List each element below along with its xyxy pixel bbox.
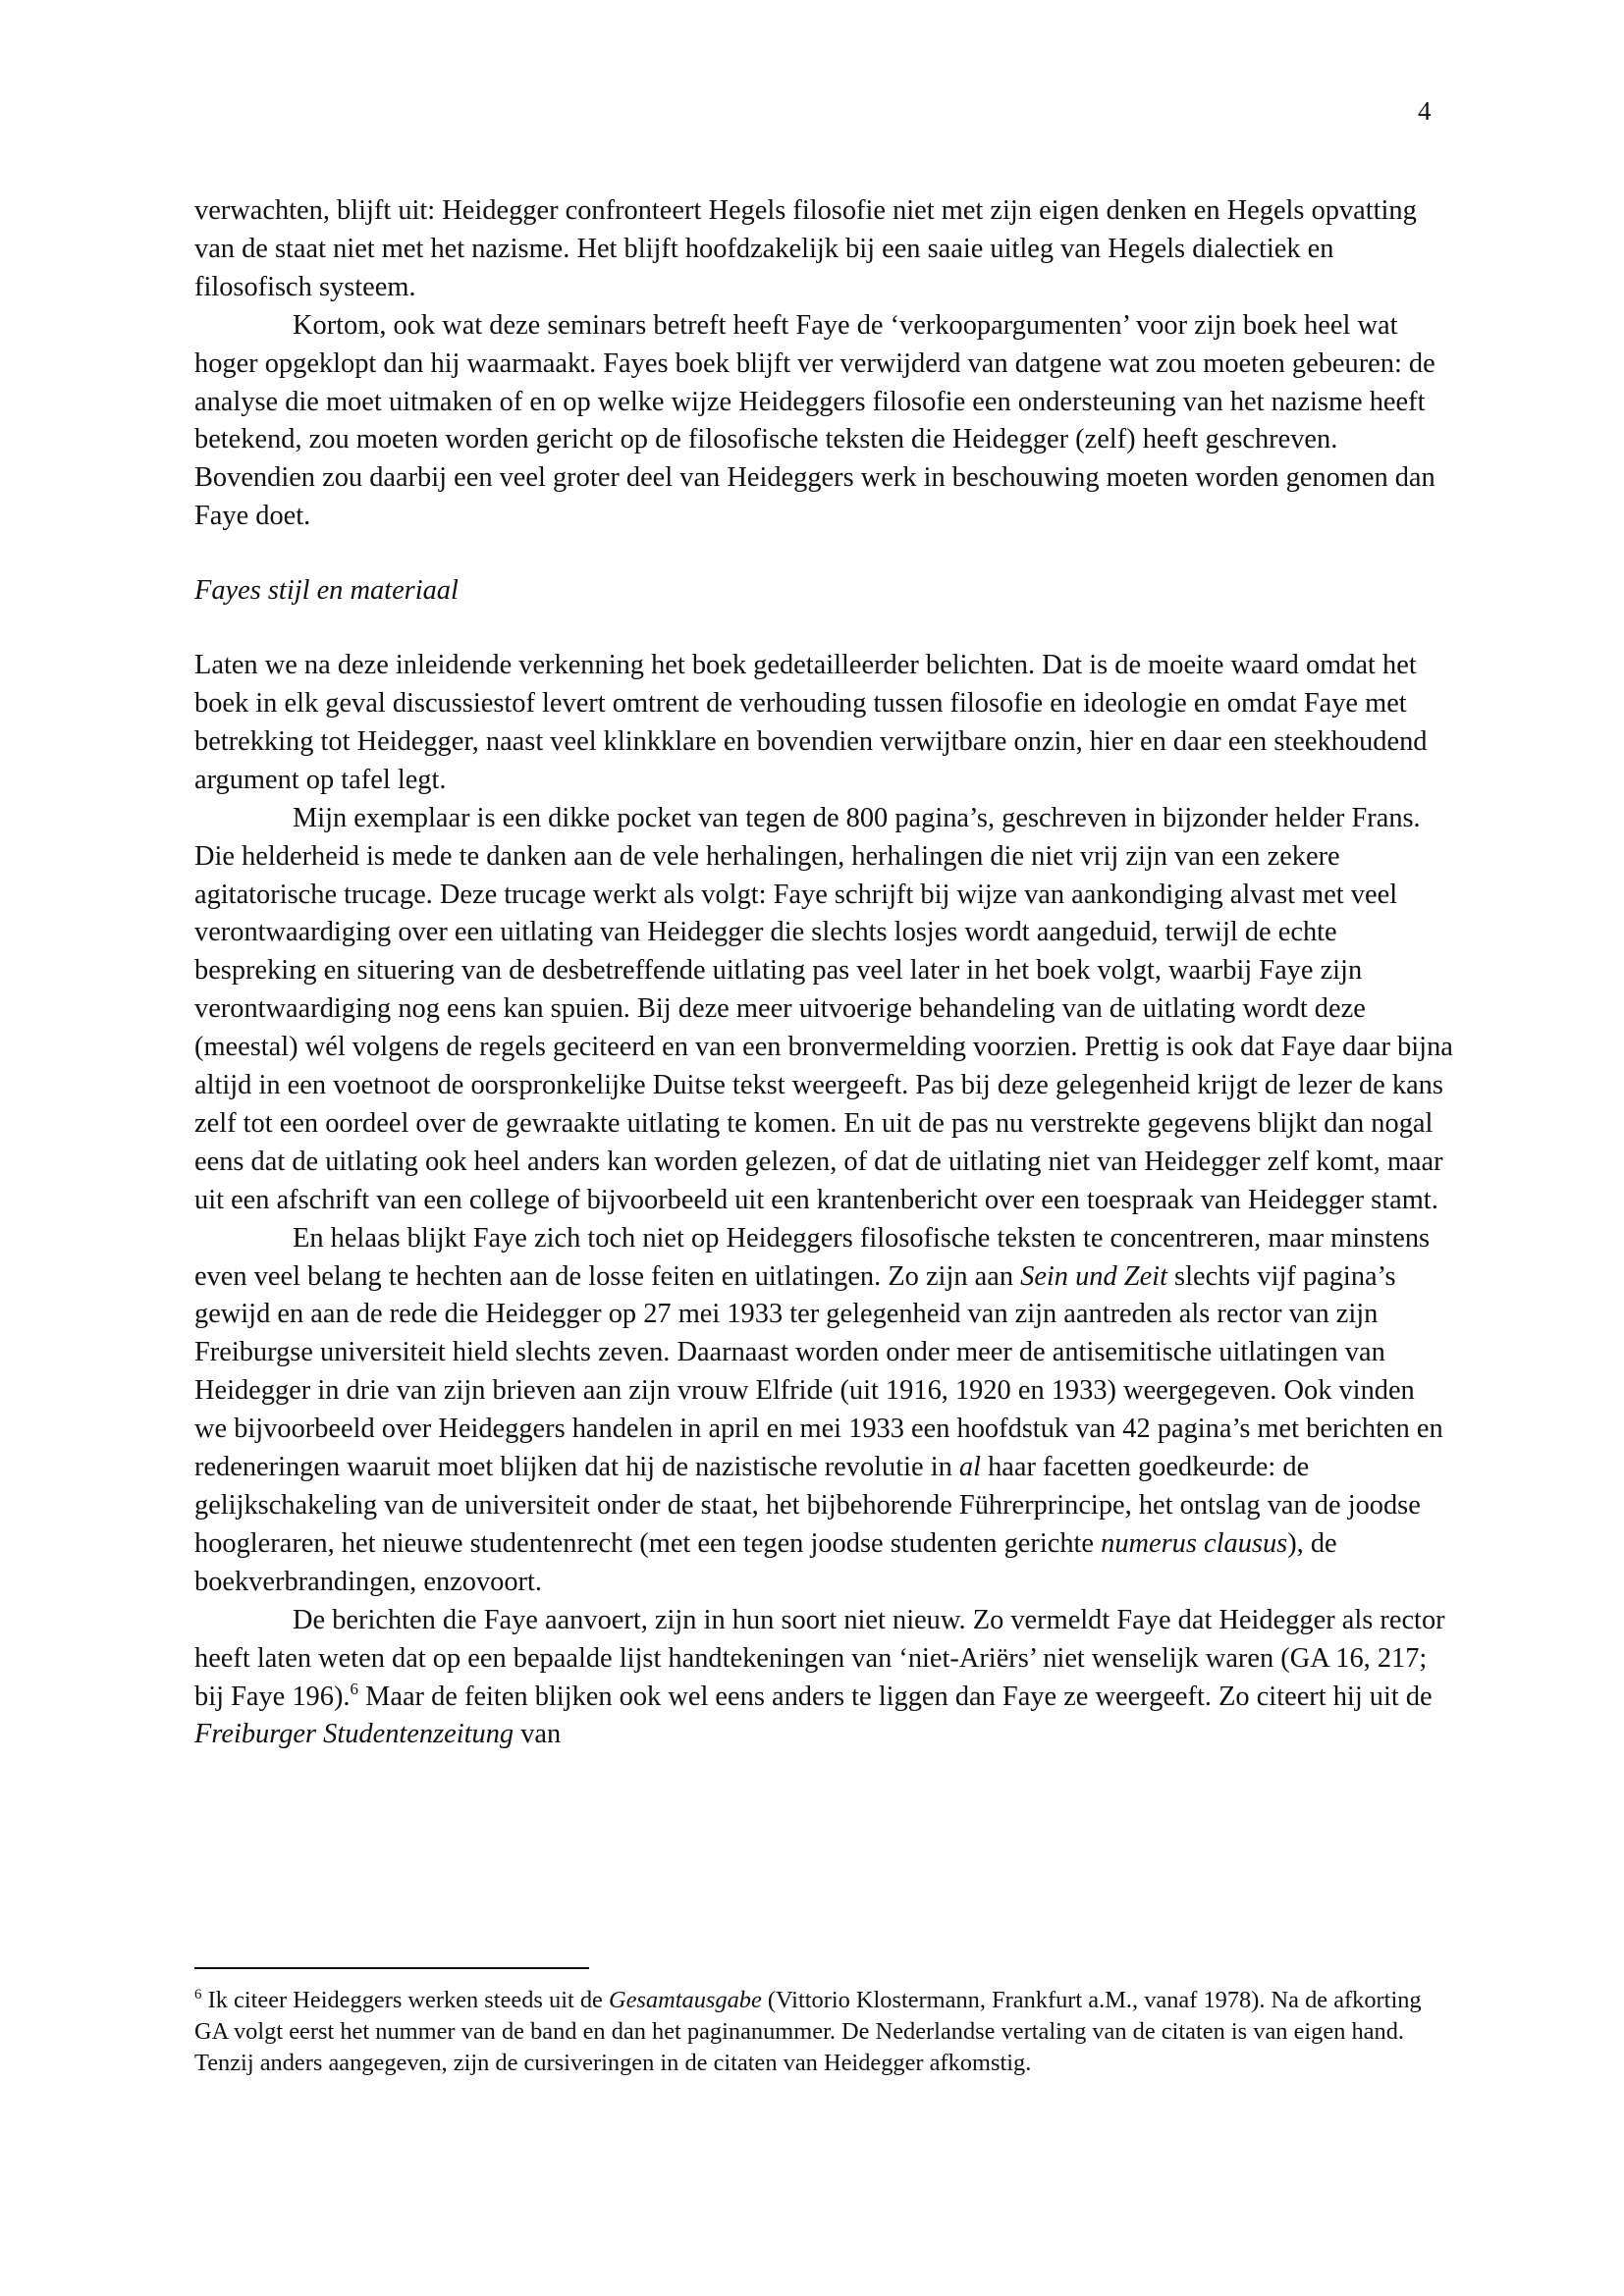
italic-emphasis: al xyxy=(958,1452,981,1483)
spacer xyxy=(194,611,1453,647)
paragraph-text: Maar de feiten blijken ook wel eens anders te liggen dan Faye ze weergeeft. Zo citeert hij uit de xyxy=(358,1681,1433,1712)
paragraph-text: En helaas blijkt Faye zich toch niet op Heideggers filosofische teksten te concentreren, maar minstens even veel belang te hechten aan de losse feiten en uitlatingen. Zo zijn aan xyxy=(194,1222,1431,1292)
paragraph: Laten we na deze inleidende verkenning het boek gedetailleerder belichten. Dat is de moeite waard omdat het boek in elk geval discussiestof levert omtrent de verhouding tussen filosofie en ideologie en omdat Faye met betrekking tot Heidegger, naast veel klinkklare en bovendien verwijtbare onzin, hier en daar een steekhoudend argument op tafel legt. xyxy=(194,650,1428,795)
italic-term: numerus clausus xyxy=(1101,1527,1288,1559)
paragraph: Mijn exemplaar is een dikke pocket van tegen de 800 pagina’s, geschreven in bijzonder helder Frans. Die helderheid is mede te danken aan de vele herhalingen, herhalingen die niet vrij zijn van een zekere agitatorische trucage. Deze trucage werkt als volgt: Faye schrijft bij wijze van aankondiging alvast met veel verontwaardiging over een uitlating van Heidegger die slechts losjes wordt aangeduid, terwijl de echte bespreking en situering van de desbetreffende uitlating pas veel later in het boek volgt, waarbij Faye zijn verontwaardiging nog eens kan spuien. Bij deze meer uitvoerige behandeling van de uitlating wordt deze (meestal) wél volgens de regels geciteerd en van een bronvermelding voorzien. Prettig is ook dat Faye daar bijna altijd in een voetnoot de oorspronkelijke Duitse tekst weergeeft. Pas bij deze gelegenheid krijgt de lezer de kans zelf tot een oordeel over de gewraakte uitlating te komen. En uit de pas nu verstrekte gegevens blijkt dan nogal eens dat de uitlating ook heel anders kan worden gelezen, of dat de uitlating niet van Heidegger zelf komt, maar uit een afschrift van een college of bijvoorbeeld uit een krantenbericht over een toespraak van Heidegger stamt. xyxy=(194,802,1453,1215)
paragraph-text: slechts vijf pagina’s gewijd en aan de rede die Heidegger op 27 mei 1933 ter gelegenheid van zijn aantreden als rector van zijn Freiburgse universiteit hield slechts zeven. Daarnaast worden onder meer de antisemitische uitlatingen van Heidegger in drie van zijn brieven aan zijn vrouw Elfride (uit 1916, 1920 en 1933) weergegeven. Ook vinden we bijvoorbeeld over Heideggers handelen in april en mei 1933 een hoofdstuk van 42 pagina’s met berichten en redeneringen waaruit moet blijken dat hij de nazistische revolutie in xyxy=(194,1260,1443,1483)
italic-title: Sein und Zeit xyxy=(1020,1260,1167,1292)
footnote-text: Ik citeer Heideggers werken steeds uit de xyxy=(201,1987,609,2013)
footnote xyxy=(194,1985,1453,2078)
page-number: 4 xyxy=(1418,96,1432,126)
footnote-text: (Vittorio Klostermann, Frankfurt a.M., vanaf 1978). Na de afkorting GA volgt eerst het nummer van de band en dan het paginanummer. De Nederlandse vertaling van de citaten is van eigen hand. Tenzij anders aangegeven, zijn de cursiveringen in de citaten van Heidegger afkomstig. xyxy=(194,1987,1422,2076)
italic-title: Gesamtausgabe xyxy=(608,1987,762,2013)
paragraph xyxy=(194,1602,1453,1755)
section-heading: Fayes stijl en materiaal xyxy=(194,575,459,607)
body-text xyxy=(194,192,1453,1754)
paragraph: Kortom, ook wat deze seminars betreft heeft Faye de ‘verkoopargumenten’ voor zijn boek heel wat hoger opgeklopt dan hij waarmaakt. Fayes boek blijft ver verwijderd van datgene wat zou moeten gebeuren: de analyse die moet uitmaken of en op welke wijze Heideggers filosofie een ondersteuning van het nazisme heeft betekend, zou moeten worden gericht op de filosofische teksten die Heidegger (zelf) heeft geschreven. Bovendien zou daarbij een veel groter deel van Heideggers werk in beschouwing moeten worden genomen dan Faye doet. xyxy=(194,309,1435,532)
spacer xyxy=(194,536,1453,572)
paragraph-text: ), de boekverbrandingen, enzovoort. xyxy=(194,1527,1337,1597)
paragraph-text: haar facetten goedkeurde: de gelijkschakeling van de universiteit onder de staat, het bijbehorende Führerprincipe, het ontslag van de joodse hoogleraren, het nieuwe studentenrecht (met een tegen joodse studenten gerichte xyxy=(194,1452,1421,1559)
footnote-mark: 6 xyxy=(194,1987,202,2002)
footnote-reference[interactable]: 6 xyxy=(350,1679,358,1698)
paragraph xyxy=(194,1220,1453,1602)
paragraph-text: van xyxy=(514,1719,562,1750)
paragraph: verwachten, blijft uit: Heidegger confronteert Hegels filosofie niet met zijn eigen denken en Hegels opvatting van de staat niet met het nazisme. Het blijft hoofdzakelijk bij een saaie uitleg van Hegels dialectiek en filosofisch systeem. xyxy=(194,195,1417,302)
footnote-separator xyxy=(194,1967,589,1969)
italic-title: Freiburger Studentenzeitung xyxy=(194,1719,514,1750)
paragraph-text: De berichten die Faye aanvoert, zijn in hun soort niet nieuw. Zo vermeldt Faye dat Heidegger als rector heeft laten weten dat op een bepaalde lijst handtekeningen van ‘niet-Ariërs’ niet wenselijk waren (GA 16, 217; bij Faye 196). xyxy=(194,1604,1445,1712)
